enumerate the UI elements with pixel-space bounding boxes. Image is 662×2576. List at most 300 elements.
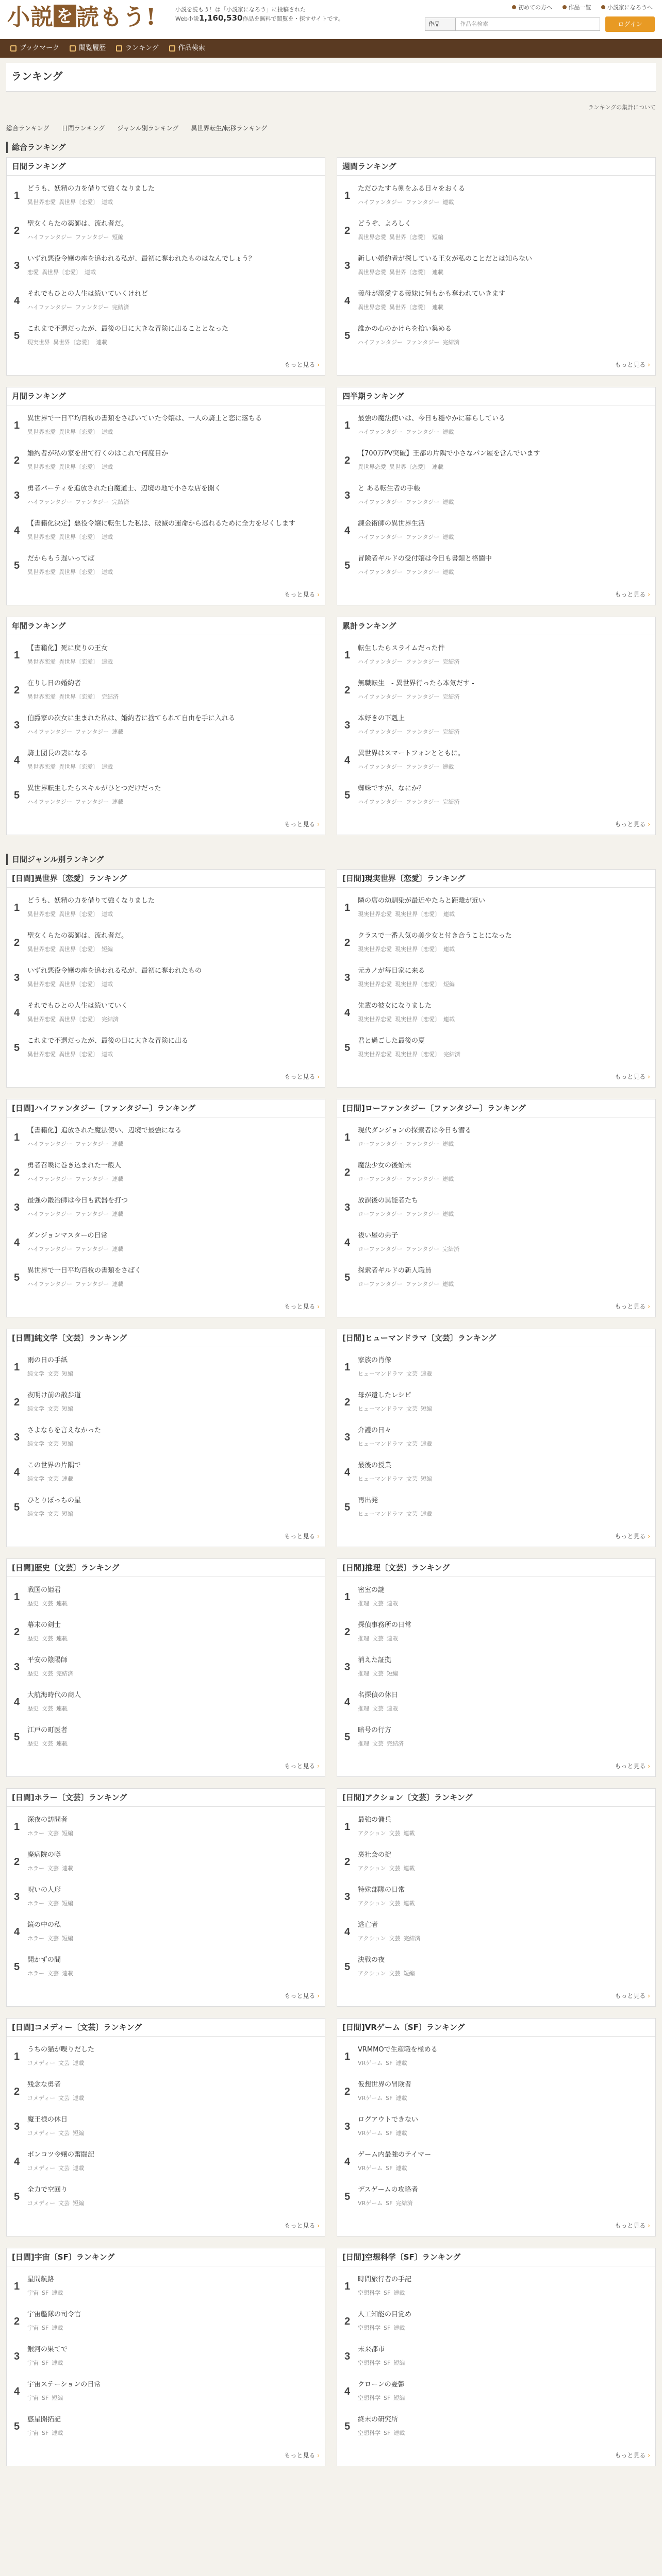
author-name[interactable]: ハイファンタジー [27, 1176, 73, 1182]
work-title-link[interactable]: だからもう遅いってば [27, 555, 95, 563]
ranking-item[interactable] [344, 1120, 650, 1155]
work-title-link[interactable]: いずれ悪役令嬢の座を追われる私が、最初に奪われたもの [27, 967, 202, 975]
ranking-item[interactable] [344, 2268, 650, 2303]
tab-daily[interactable]: 日間ランキング [61, 125, 105, 132]
ranking-item[interactable] [344, 2109, 650, 2144]
work-title-link[interactable]: 消えた証拠 [358, 1656, 392, 1664]
work-title-link[interactable]: ポンコツ令嬢の奮闘記 [27, 2151, 95, 2159]
ranking-item[interactable] [344, 408, 650, 443]
work-title-link[interactable]: 鏡の中の私 [27, 1921, 61, 1929]
author-name[interactable]: 歴史 [27, 1705, 39, 1712]
ranking-item[interactable] [344, 1225, 650, 1260]
author-name[interactable]: 異世界恋愛 [27, 693, 56, 700]
nav-search[interactable]: 作品検索 [169, 39, 216, 58]
ranking-item[interactable] [344, 1454, 650, 1489]
ranking-item[interactable] [14, 283, 320, 318]
author-name[interactable]: 歴史 [27, 1600, 39, 1607]
ranking-item[interactable] [14, 2268, 320, 2303]
work-title-link[interactable]: 先輩の彼女になりました [358, 1002, 432, 1010]
ranking-item[interactable] [14, 2109, 320, 2144]
ranking-item[interactable] [344, 318, 650, 353]
more-link[interactable]: もっと見る › [337, 1984, 655, 2006]
work-title-link[interactable]: 時間旅行者の手記 [358, 2276, 412, 2283]
ranking-item[interactable] [14, 1489, 320, 1524]
work-title-link[interactable]: 探索者ギルドの新人職員 [358, 1267, 432, 1275]
ranking-item[interactable] [344, 1419, 650, 1454]
author-name[interactable]: 現実世界恋愛 [358, 981, 392, 988]
author-name[interactable]: VRゲーム [358, 2060, 383, 2066]
author-name[interactable]: ローファンタジー [358, 1176, 403, 1182]
work-title-link[interactable]: 最後の授業 [358, 1462, 392, 1469]
work-title-link[interactable]: ゲーム内最強のテイマー [358, 2151, 432, 2159]
author-name[interactable]: 現実世界恋愛 [358, 946, 392, 953]
ranking-item[interactable] [344, 1384, 650, 1419]
author-name[interactable]: ヒューマンドラマ [358, 1440, 403, 1447]
author-name[interactable]: 純文学 [27, 1370, 44, 1377]
ranking-item[interactable] [14, 2409, 320, 2444]
author-name[interactable]: コメディー [27, 2060, 56, 2066]
ranking-item[interactable] [14, 1120, 320, 1155]
author-name[interactable]: 現実世界 [27, 339, 50, 346]
work-title-link[interactable]: 決戦の夜 [358, 1956, 385, 1964]
author-name[interactable]: 恋愛 [27, 269, 39, 276]
author-name[interactable]: 異世界恋愛 [27, 946, 56, 953]
ranking-item[interactable] [14, 960, 320, 995]
ranking-item[interactable] [344, 777, 650, 812]
ranking-item[interactable] [344, 2144, 650, 2179]
ranking-item[interactable] [14, 178, 320, 213]
ranking-item[interactable] [14, 213, 320, 248]
ranking-item[interactable] [14, 2039, 320, 2074]
work-title-link[interactable]: 呪いの人形 [27, 1886, 61, 1894]
site-logo[interactable]: 小説 を 読もう! [7, 4, 157, 30]
author-name[interactable]: ホラー [27, 1900, 44, 1907]
work-title-link[interactable]: 平安の陰陽師 [27, 1656, 68, 1664]
work-title-link[interactable]: 蜘蛛ですが、なにか？ [358, 785, 425, 792]
work-title-link[interactable]: うちの猫が喋りだした [27, 2046, 95, 2054]
ranking-item[interactable] [14, 742, 320, 777]
work-title-link[interactable]: 最強の魔法使いは、今日も穏やかに暮らしている [358, 415, 506, 422]
work-title-link[interactable]: 異世界転生したらスキルがひとつだけだった [27, 785, 161, 792]
work-title-link[interactable]: 母が遺したレシピ [358, 1392, 411, 1399]
ranking-item[interactable] [14, 318, 320, 353]
ranking-item[interactable] [344, 513, 650, 548]
author-name[interactable]: ハイファンタジー [27, 499, 73, 505]
ranking-item[interactable] [14, 548, 320, 583]
ranking-item[interactable] [14, 2074, 320, 2109]
ranking-item[interactable] [344, 443, 650, 478]
author-name[interactable]: ハイファンタジー [358, 499, 403, 505]
ranking-item[interactable] [344, 1809, 650, 1844]
top-link[interactable]: 作品一覧 [562, 4, 591, 11]
ranking-item[interactable] [344, 1949, 650, 1984]
ranking-item[interactable] [344, 178, 650, 213]
ranking-item[interactable] [344, 1879, 650, 1914]
author-name[interactable]: ハイファンタジー [27, 1211, 73, 1217]
author-name[interactable]: 異世界恋愛 [27, 981, 56, 988]
more-link[interactable]: もっと見る › [7, 353, 325, 375]
author-name[interactable]: VRゲーム [358, 2165, 383, 2172]
author-name[interactable]: VRゲーム [358, 2200, 383, 2207]
work-title-link[interactable]: 開かずの間 [27, 1956, 61, 1964]
ranking-item[interactable] [14, 443, 320, 478]
tab-overall[interactable]: 総合ランキング [6, 125, 49, 132]
author-name[interactable]: 宇宙 [27, 2325, 39, 2331]
author-name[interactable]: ヒューマンドラマ [358, 1405, 403, 1412]
ranking-item[interactable] [344, 960, 650, 995]
author-name[interactable]: 宇宙 [27, 2430, 39, 2436]
author-name[interactable]: アクション [358, 1830, 386, 1837]
ranking-item[interactable] [14, 513, 320, 548]
ranking-item[interactable] [14, 2338, 320, 2374]
author-name[interactable]: 異世界恋愛 [27, 569, 56, 575]
ranking-item[interactable] [344, 2039, 650, 2074]
author-name[interactable]: 推理 [358, 1705, 369, 1712]
work-title-link[interactable]: 異世界で一日平均百枚の書類をさばく [27, 1267, 142, 1275]
ranking-item[interactable] [14, 707, 320, 742]
more-link[interactable]: もっと見る › [337, 1524, 655, 1547]
author-name[interactable]: 宇宙 [27, 2360, 39, 2366]
author-name[interactable]: ホラー [27, 1830, 44, 1837]
more-link[interactable]: もっと見る › [337, 812, 655, 835]
author-name[interactable]: ハイファンタジー [358, 339, 403, 346]
work-title-link[interactable]: 宇宙艦隊の司令官 [27, 2311, 81, 2318]
work-title-link[interactable]: 在りし日の婚約者 [27, 680, 81, 687]
work-title-link[interactable]: VRMMOで生産職を極める [358, 2046, 438, 2054]
work-title-link[interactable]: 冒険者ギルドの受付嬢は今日も書類と格闘中 [358, 555, 492, 563]
more-link[interactable]: もっと見る › [7, 812, 325, 835]
author-name[interactable]: 推理 [358, 1670, 369, 1677]
work-title-link[interactable]: 幕末の剣士 [27, 1621, 61, 1629]
author-name[interactable]: 宇宙 [27, 2395, 39, 2401]
ranking-item[interactable] [344, 890, 650, 925]
author-name[interactable]: コメディー [27, 2165, 56, 2172]
work-title-link[interactable]: 宇宙ステーションの日常 [27, 2381, 101, 2388]
work-title-link[interactable]: 戦国の姫君 [27, 1586, 61, 1594]
author-name[interactable]: 異世界恋愛 [27, 464, 56, 470]
ranking-item[interactable] [14, 478, 320, 513]
author-name[interactable]: 空想科学 [358, 2395, 380, 2401]
ranking-item[interactable] [14, 2374, 320, 2409]
work-title-link[interactable]: これまで不遇だったが、最後の日に大きな冒険に出る [27, 1037, 189, 1045]
work-title-link[interactable]: 深夜の訪問者 [27, 1816, 68, 1824]
ranking-item[interactable] [14, 925, 320, 960]
ranking-item[interactable] [14, 1844, 320, 1879]
author-name[interactable]: 純文学 [27, 1511, 44, 1517]
work-title-link[interactable]: 再出発 [358, 1497, 378, 1504]
more-link[interactable]: もっと見る › [7, 1754, 325, 1776]
more-link[interactable]: もっと見る › [337, 1065, 655, 1087]
work-title-link[interactable]: 介護の日々 [358, 1427, 392, 1434]
work-title-link[interactable]: 勇者召喚に巻き込まれた一般人 [27, 1162, 122, 1170]
author-name[interactable]: ホラー [27, 1865, 44, 1872]
more-link[interactable]: もっと見る › [337, 2444, 655, 2466]
author-name[interactable]: ハイファンタジー [27, 1281, 73, 1287]
ranking-item[interactable] [344, 1719, 650, 1754]
ranking-item[interactable] [344, 707, 650, 742]
ranking-item[interactable] [14, 248, 320, 283]
work-title-link[interactable]: 誰かの心のかけらを拾い集める [358, 325, 452, 333]
ranking-item[interactable] [344, 1579, 650, 1614]
work-title-link[interactable]: 廃病院の噂 [27, 1851, 61, 1859]
work-title-link[interactable]: 隣の席の幼馴染が最近やたらと距離が近い [358, 897, 486, 905]
work-title-link[interactable]: 暗号の行方 [358, 1726, 392, 1734]
author-name[interactable]: 純文学 [27, 1440, 44, 1447]
work-title-link[interactable]: ひとりぼっちの星 [27, 1497, 81, 1504]
ranking-item[interactable] [14, 1614, 320, 1649]
author-name[interactable]: 異世界恋愛 [27, 1016, 56, 1023]
work-title-link[interactable]: 人工知能の目覚め [358, 2311, 412, 2318]
work-title-link[interactable]: 家族の肖像 [358, 1357, 392, 1364]
work-title-link[interactable]: 裏社会の掟 [358, 1851, 392, 1859]
author-name[interactable]: 異世界恋愛 [27, 764, 56, 770]
author-name[interactable]: ハイファンタジー [27, 234, 73, 241]
work-title-link[interactable]: 現代ダンジョンの探索者は今日も潜る [358, 1127, 472, 1134]
work-title-link[interactable]: ダンジョンマスターの日常 [27, 1232, 108, 1240]
author-name[interactable]: 空想科学 [358, 2430, 380, 2436]
ranking-item[interactable] [14, 1684, 320, 1719]
ranking-item[interactable] [344, 1190, 650, 1225]
author-name[interactable]: ローファンタジー [358, 1141, 403, 1147]
work-title-link[interactable]: 騎士団長の妻になる [27, 750, 88, 757]
work-title-link[interactable]: と ある転生者の手帳 [358, 485, 421, 493]
ranking-item[interactable] [14, 1914, 320, 1949]
author-name[interactable]: 空想科学 [358, 2360, 380, 2366]
ranking-item[interactable] [14, 1155, 320, 1190]
author-name[interactable]: ホラー [27, 1970, 44, 1977]
ranking-item[interactable] [344, 1649, 650, 1684]
ranking-item[interactable] [14, 1384, 320, 1419]
author-name[interactable]: ハイファンタジー [358, 569, 403, 575]
author-name[interactable]: アクション [358, 1900, 386, 1907]
more-link[interactable]: もっと見る › [7, 1524, 325, 1547]
ranking-item[interactable] [14, 1225, 320, 1260]
more-link[interactable]: もっと見る › [337, 1295, 655, 1317]
work-title-link[interactable]: 異世界はスマートフォンとともに。 [358, 750, 465, 757]
ranking-item[interactable] [14, 1349, 320, 1384]
author-name[interactable]: 異世界恋愛 [358, 464, 386, 470]
author-name[interactable]: 異世界恋愛 [27, 199, 56, 206]
author-name[interactable]: ハイファンタジー [358, 429, 403, 435]
ranking-item[interactable] [14, 1809, 320, 1844]
author-name[interactable]: VRゲーム [358, 2095, 383, 2102]
ranking-item[interactable] [344, 2374, 650, 2409]
work-title-link[interactable]: 仮想世界の冒険者 [358, 2081, 412, 2089]
work-title-link[interactable]: 銀河の果てで [27, 2346, 68, 2353]
work-title-link[interactable]: 星間航路 [27, 2276, 55, 2283]
ranking-item[interactable] [14, 1879, 320, 1914]
work-title-link[interactable]: どうも、妖精の力を借りて強くなりました [27, 897, 155, 905]
ranking-item[interactable] [14, 1949, 320, 1984]
work-title-link[interactable]: さよならを言えなかった [27, 1427, 102, 1434]
ranking-item[interactable] [14, 672, 320, 707]
more-link[interactable]: もっと見る › [337, 583, 655, 605]
work-title-link[interactable]: クローンの憂鬱 [358, 2381, 405, 2388]
author-name[interactable]: 異世界恋愛 [358, 269, 386, 276]
author-name[interactable]: 純文学 [27, 1476, 44, 1482]
work-title-link[interactable]: 祓い屋の弟子 [358, 1232, 399, 1240]
author-name[interactable]: 宇宙 [27, 2290, 39, 2296]
author-name[interactable]: ハイファンタジー [358, 728, 403, 735]
work-title-link[interactable]: 錬金術師の異世界生活 [358, 520, 425, 528]
ranking-item[interactable] [344, 548, 650, 583]
ranking-item[interactable] [344, 2074, 650, 2109]
ranking-item[interactable] [344, 248, 650, 283]
ranking-item[interactable] [14, 1260, 320, 1295]
author-name[interactable]: 異世界恋愛 [27, 429, 56, 435]
ranking-item[interactable] [344, 672, 650, 707]
work-title-link[interactable]: ただひたすら剣をふる日々をおくる [358, 185, 466, 193]
search-type-select[interactable]: 作品 [425, 18, 456, 31]
work-title-link[interactable]: 未来都市 [358, 2346, 385, 2353]
work-title-link[interactable]: 名探偵の休日 [358, 1691, 399, 1699]
author-name[interactable]: ヒューマンドラマ [358, 1370, 403, 1377]
author-name[interactable]: ハイファンタジー [27, 304, 73, 311]
work-title-link[interactable]: 聖女くらたの薬師は、流れ者だ。 [27, 932, 128, 940]
author-name[interactable]: ハイファンタジー [358, 693, 403, 700]
ranking-item[interactable] [344, 283, 650, 318]
work-title-link[interactable]: 異世界で一日平均百枚の書類をさばいていた令嬢は、一人の騎士と恋に落ちる [27, 415, 262, 422]
author-name[interactable]: 推理 [358, 1600, 369, 1607]
ranking-item[interactable] [344, 1155, 650, 1190]
ranking-item[interactable] [344, 742, 650, 777]
ranking-item[interactable] [344, 1684, 650, 1719]
work-title-link[interactable]: それでもひとの人生は続いていく [27, 1002, 128, 1010]
author-name[interactable]: ハイファンタジー [358, 764, 403, 770]
work-title-link[interactable]: 元カノが毎日家に来る [358, 967, 425, 975]
more-link[interactable]: もっと見る › [7, 1984, 325, 2006]
author-name[interactable]: 現実世界恋愛 [358, 1016, 392, 1023]
ranking-item[interactable] [14, 2303, 320, 2338]
ranking-item[interactable] [344, 1489, 650, 1524]
work-title-link[interactable]: 新しい婚約者が探している王女が私のことだとは知らない [358, 255, 533, 263]
ranking-item[interactable] [344, 2303, 650, 2338]
ranking-item[interactable] [14, 1190, 320, 1225]
work-title-link[interactable]: 【書籍化】死に戻りの王女 [27, 645, 108, 652]
work-title-link[interactable]: 密室の謎 [358, 1586, 385, 1594]
ranking-item[interactable] [14, 1454, 320, 1489]
work-title-link[interactable]: 逃亡者 [358, 1921, 378, 1929]
ranking-item[interactable] [344, 1844, 650, 1879]
work-title-link[interactable]: 大航海時代の商人 [27, 1691, 81, 1699]
author-name[interactable]: コメディー [27, 2095, 56, 2102]
ranking-item[interactable] [344, 637, 650, 672]
ranking-item[interactable] [14, 1030, 320, 1065]
ranking-item[interactable] [344, 1030, 650, 1065]
tab-isekai[interactable]: 異世界転生/転移ランキング [191, 125, 268, 132]
author-name[interactable]: 歴史 [27, 1670, 39, 1677]
ranking-item[interactable] [344, 2179, 650, 2214]
author-name[interactable]: アクション [358, 1970, 386, 1977]
author-name[interactable]: コメディー [27, 2200, 56, 2207]
work-title-link[interactable]: 雨の日の手紙 [27, 1357, 68, 1364]
author-name[interactable]: 現実世界恋愛 [358, 911, 392, 918]
ranking-item[interactable] [344, 1914, 650, 1949]
author-name[interactable]: ハイファンタジー [27, 1141, 73, 1147]
ranking-item[interactable] [14, 408, 320, 443]
more-link[interactable]: もっと見る › [337, 1754, 655, 1776]
ranking-item[interactable] [344, 1260, 650, 1295]
nav-history[interactable]: 閲覧履歴 [70, 39, 116, 58]
author-name[interactable]: ハイファンタジー [358, 658, 403, 665]
author-name[interactable]: 異世界恋愛 [27, 658, 56, 665]
author-name[interactable]: 異世界恋愛 [27, 534, 56, 540]
ranking-item[interactable] [14, 2179, 320, 2214]
work-title-link[interactable]: 魔王様の休日 [27, 2116, 68, 2124]
ranking-item[interactable] [14, 1649, 320, 1684]
author-name[interactable]: 空想科学 [358, 2325, 380, 2331]
ranking-help-link[interactable]: ランキングの集計について [588, 104, 656, 111]
top-link[interactable]: 初めての方へ [512, 4, 552, 11]
ranking-item[interactable] [14, 890, 320, 925]
work-title-link[interactable]: 【700万PV突破】王都の片隅で小さなパン屋を営んでいます [358, 450, 540, 457]
more-link[interactable]: もっと見る › [337, 353, 655, 375]
ranking-item[interactable] [344, 1614, 650, 1649]
author-name[interactable]: 純文学 [27, 1405, 44, 1412]
author-name[interactable]: VRゲーム [358, 2130, 383, 2137]
ranking-item[interactable] [344, 925, 650, 960]
work-title-link[interactable]: これまで不遇だったが、最後の日に大きな冒険に出ることとなった [27, 325, 229, 333]
nav-ranking[interactable]: ランキング [116, 39, 169, 58]
work-title-link[interactable]: 終末の研究所 [358, 2416, 399, 2424]
work-title-link[interactable]: この世界の片隅で [27, 1462, 81, 1469]
author-name[interactable]: ハイファンタジー [27, 728, 73, 735]
tab-genre[interactable]: ジャンル別ランキング [117, 125, 179, 132]
work-title-link[interactable]: 探偵事務所の日常 [358, 1621, 412, 1629]
more-link[interactable]: もっと見る › [7, 1065, 325, 1087]
ranking-item[interactable] [14, 1719, 320, 1754]
author-name[interactable]: 歴史 [27, 1635, 39, 1642]
ranking-item[interactable] [344, 478, 650, 513]
author-name[interactable]: ホラー [27, 1935, 44, 1942]
more-link[interactable]: もっと見る › [337, 2214, 655, 2236]
author-name[interactable]: ローファンタジー [358, 1281, 403, 1287]
author-name[interactable]: ハイファンタジー [27, 799, 73, 805]
work-title-link[interactable]: 残念な勇者 [27, 2081, 61, 2089]
author-name[interactable]: ハイファンタジー [358, 199, 403, 206]
work-title-link[interactable]: 江戸の町医者 [27, 1726, 68, 1734]
author-name[interactable]: ヒューマンドラマ [358, 1476, 403, 1482]
author-name[interactable]: 推理 [358, 1635, 369, 1642]
author-name[interactable]: 空想科学 [358, 2290, 380, 2296]
more-link[interactable]: もっと見る › [7, 2444, 325, 2466]
work-title-link[interactable]: 特殊部隊の日常 [358, 1886, 405, 1894]
ranking-item[interactable] [14, 1419, 320, 1454]
work-title-link[interactable]: 転生したらスライムだった件 [358, 645, 445, 652]
work-title-link[interactable]: 最強の傭兵 [358, 1816, 392, 1824]
work-title-link[interactable]: 【書籍化決定】悪役令嬢に転生した私は、破滅の運命から逃れるために全力を尽くします [27, 520, 296, 528]
work-title-link[interactable]: デスゲームの攻略者 [358, 2186, 418, 2194]
author-name[interactable]: アクション [358, 1935, 386, 1942]
ranking-item[interactable] [14, 1579, 320, 1614]
work-title-link[interactable]: いずれ悪役令嬢の座を追われる私が、最初に奪われたものはなんでしょう？ [27, 255, 256, 263]
work-title-link[interactable]: 無職転生 - 異世界行ったら本気だす - [358, 680, 474, 687]
author-name[interactable]: コメディー [27, 2130, 56, 2137]
author-name[interactable]: ローファンタジー [358, 1246, 403, 1252]
more-link[interactable]: もっと見る › [7, 1295, 325, 1317]
author-name[interactable]: 現実世界恋愛 [358, 1051, 392, 1058]
author-name[interactable]: 異世界恋愛 [27, 1051, 56, 1058]
author-name[interactable]: ハイファンタジー [27, 1246, 73, 1252]
work-title-link[interactable]: 全力で空回り [27, 2186, 68, 2194]
ranking-item[interactable] [344, 995, 650, 1030]
work-title-link[interactable]: クラスで一番人気の美少女と付き合うことになった [358, 932, 512, 940]
more-link[interactable]: もっと見る › [7, 583, 325, 605]
author-name[interactable]: アクション [358, 1865, 386, 1872]
work-title-link[interactable]: 婚約者が私の家を出て行くのはこれで何度目か [27, 450, 169, 457]
ranking-item[interactable] [344, 2409, 650, 2444]
work-title-link[interactable]: 最強の鍛冶師は今日も武器を打つ [27, 1197, 128, 1205]
